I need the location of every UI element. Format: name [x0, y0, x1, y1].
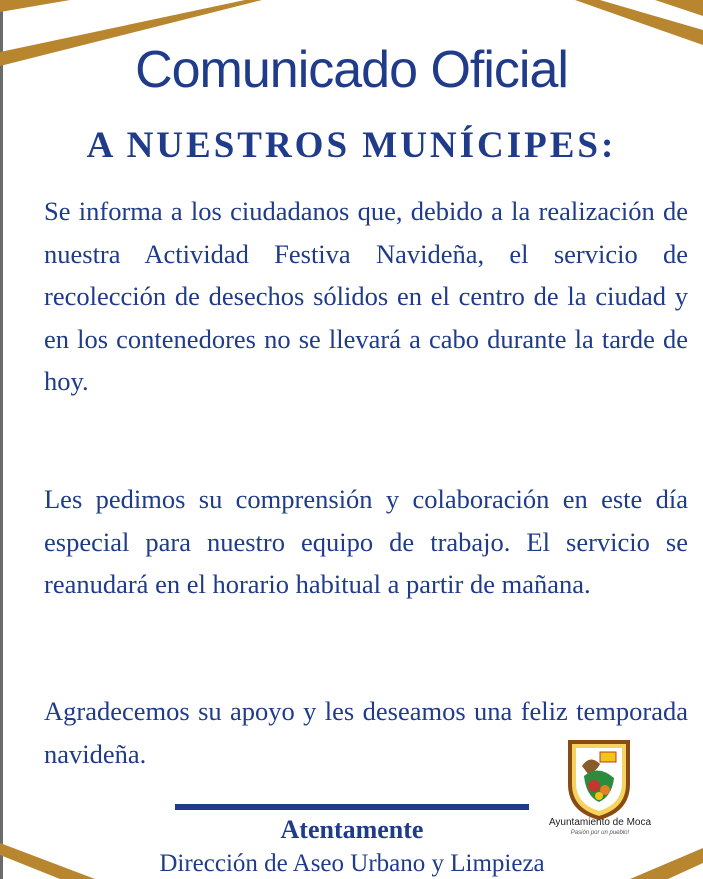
- salutation-heading: A NUESTROS MUNÍCIPES:: [86, 125, 617, 166]
- signature-rule: [175, 804, 529, 810]
- department-name: Dirección de Aseo Urbano y Limpieza: [159, 850, 545, 877]
- paragraph-2: Les pedimos su comprensión y colaboración en este día especial para nuestro equipo de trabajo. El servicio se reanudará en el horario habitual a partir de mañana.: [44, 484, 688, 599]
- page-title: Comunicado Oficial: [135, 41, 568, 99]
- logo-motto: Pasión por un pueblo!: [570, 830, 630, 836]
- closing-text: Atentamente: [280, 815, 424, 844]
- paragraph-1: Se informa a los ciudadanos que, debido a la realización de nuestra Actividad Festiva Navideña, el servicio de recolección de desechos sólidos en el centro de la ciudad y en los contenedores no se llevará a cabo durante la tarde de hoy.: [44, 196, 688, 396]
- municipal-shield-icon: [566, 738, 632, 820]
- paragraph-3: Agradecemos su apoyo y les deseamos una feliz temporada navideña.: [44, 696, 688, 769]
- logo-name: Ayuntamiento de Moca: [548, 817, 652, 828]
